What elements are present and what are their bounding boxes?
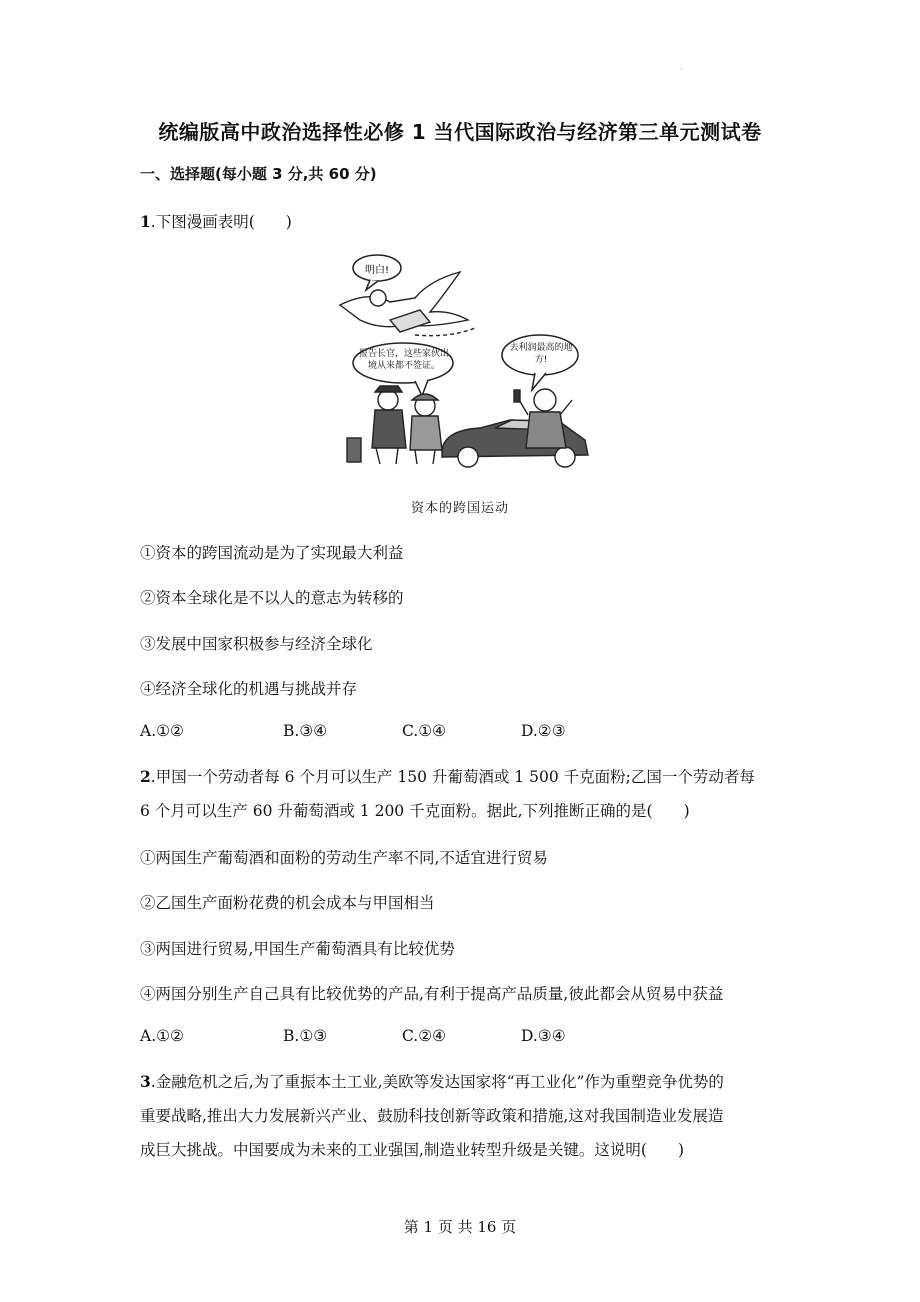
bubble-top-text: 明白! bbox=[364, 265, 390, 276]
page-footer: 第 1 页 共 16 页 bbox=[403, 1218, 517, 1236]
q1-choice-c[interactable]: C.①④ bbox=[402, 722, 447, 740]
q2-option-3: ③两国进行贸易,甲国生产葡萄酒具有比较优势 bbox=[140, 940, 455, 958]
cartoon-illustration bbox=[320, 250, 595, 470]
question-3-stem: 3.金融危机之后,为了重振本土工业,美欧等发达国家将“再工业化”作为重塑竞争优势的 重要战略,推出大力发展新兴产业、鼓励科技创新等政策和措施,这对我国制造业发展造 成巨大挑战。中国要成为未来的工业强国,制造业转型升级是关键。这说明( ) bbox=[140, 1072, 724, 1159]
car-figure bbox=[442, 420, 588, 467]
q1-choice-a[interactable]: A.①② bbox=[140, 722, 184, 740]
q2-option-2: ②乙国生产面粉花费的机会成本与甲国相当 bbox=[140, 894, 435, 912]
page-title: 统编版高中政治选择性必修 1 当代国际政治与经济第三单元测试卷 bbox=[158, 120, 762, 144]
cartoon-caption: 资本的跨国运动 bbox=[410, 501, 509, 516]
q1-option-3: ③发展中国家积极参与经济全球化 bbox=[140, 635, 373, 653]
q2-option-1: ①两国生产葡萄酒和面粉的劳动生产率不同,不适宜进行贸易 bbox=[140, 849, 548, 867]
bubble-left-text: 报告长官，这些家伙出境从来都不签证。 bbox=[358, 349, 449, 371]
q1-option-4: ④经济全球化的机遇与挑战并存 bbox=[140, 680, 358, 698]
q1-choice-d[interactable]: D.②③ bbox=[521, 722, 566, 740]
corner-mark: . bbox=[680, 62, 683, 71]
question-1-stem: 1.下图漫画表明( ) bbox=[140, 212, 292, 231]
q1-option-1: ①资本的跨国流动是为了实现最大利益 bbox=[140, 544, 404, 562]
question-2-stem: 2.甲国一个劳动者每 6 个月可以生产 150 升葡萄酒或 1 500 千克面粉;乙国一个劳动者每 6 个月可以生产 60 升葡萄酒或 1 200 千克面粉。据此,下列推断正确的是( ) bbox=[140, 767, 755, 820]
flying-money-figure bbox=[340, 272, 475, 336]
q2-option-4: ④两国分别生产自己具有比较优势的产品,有利于提高产品质量,彼此都会从贸易中获益 bbox=[140, 985, 724, 1003]
q1-option-2: ②资本全球化是不以人的意志为转移的 bbox=[140, 589, 404, 607]
section-heading: 一、选择题(每小题 3 分,共 60 分) bbox=[140, 165, 377, 183]
q2-choice-d[interactable]: D.③④ bbox=[521, 1027, 566, 1045]
bubble-right-text: 去利润最高的地方! bbox=[509, 343, 573, 365]
officers-figures bbox=[347, 386, 442, 464]
q2-choice-b[interactable]: B.①③ bbox=[283, 1027, 328, 1045]
q1-choice-b[interactable]: B.③④ bbox=[283, 722, 328, 740]
q2-choice-a[interactable]: A.①② bbox=[140, 1027, 184, 1045]
q2-choice-c[interactable]: C.②④ bbox=[402, 1027, 447, 1045]
